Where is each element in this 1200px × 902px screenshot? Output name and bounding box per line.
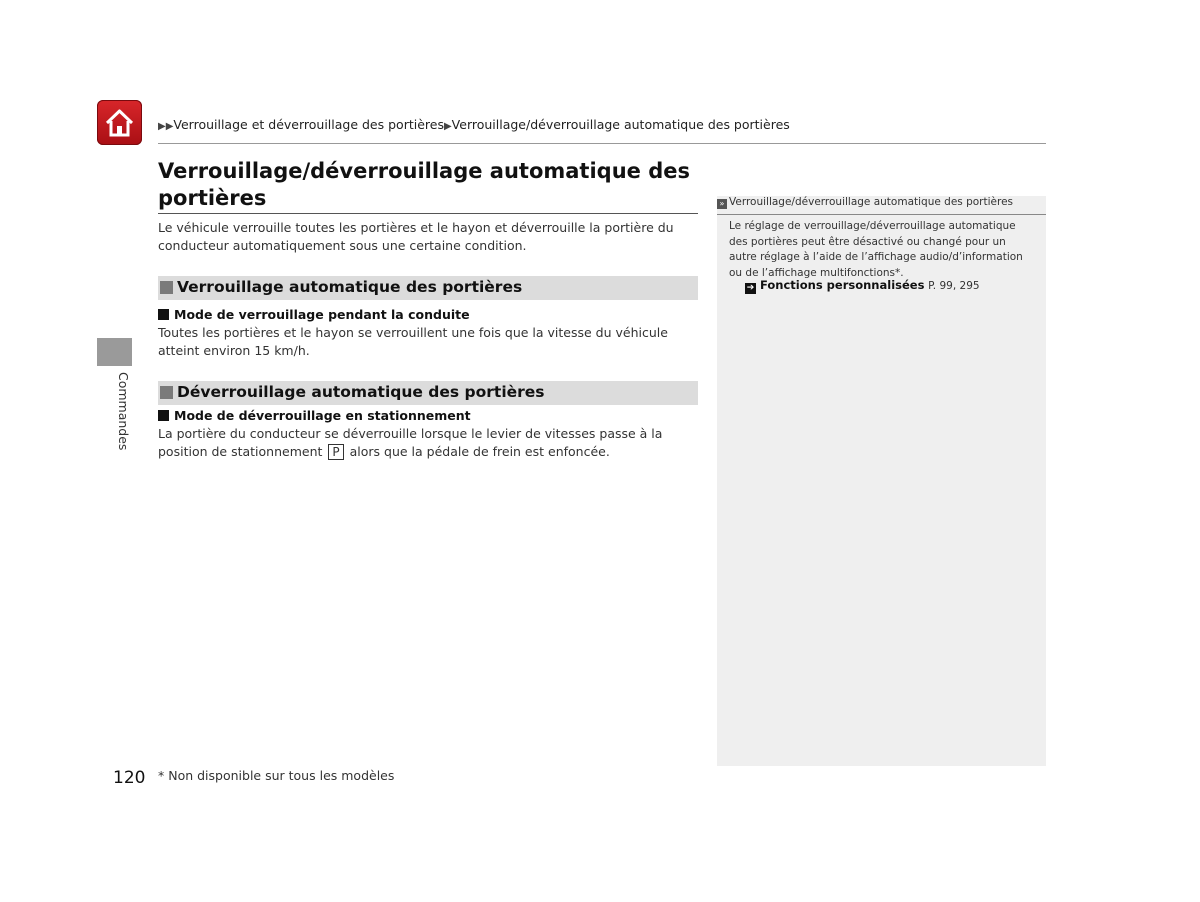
square-bullet-icon: [158, 309, 169, 320]
breadcrumb: [158, 117, 790, 132]
home-icon: [102, 105, 137, 140]
title-divider: [158, 213, 698, 214]
section-square-icon: [160, 386, 173, 399]
chapter-label: Commandes: [116, 372, 131, 451]
sidebar-note: [717, 196, 1046, 766]
section-text-part-2: alors que la pédale de frein est enfoncée.: [349, 444, 610, 459]
sidebar-heading-label: Verrouillage/déverrouillage automatique des portières: [729, 196, 1014, 208]
link-page-ref[interactable]: P. 99: [928, 280, 953, 292]
subheading-label: Mode de verrouillage pendant la conduite: [174, 307, 470, 322]
breadcrumb-arrow-icon: ▶▶: [158, 121, 174, 132]
note-marker-icon: »: [717, 199, 727, 209]
section-text-part-1: La portière du conducteur se déverrouille lorsque le levier de vitesses passe à la position de stationnement: [158, 426, 663, 459]
footnote: * Non disponible sur tous les modèles: [158, 768, 395, 783]
subheading-driving-lock: [158, 307, 470, 322]
home-button[interactable]: [97, 100, 142, 145]
intro-text: Le véhicule verrouille toutes les portières et le hayon et déverrouille la portière du conducteur automatiquement sous une certaine condition.: [158, 220, 674, 253]
section-heading-label: Déverrouillage automatique des portières: [177, 383, 545, 401]
link-arrow-icon: ➔: [746, 283, 755, 293]
section-heading-label: Verrouillage automatique des portières: [177, 278, 523, 296]
sidebar-heading: [717, 196, 1046, 215]
section-heading-auto-lock: [158, 276, 698, 300]
page-number: 120: [113, 768, 146, 788]
section-text-auto-lock: Toutes les portières et le hayon se verrouillent une fois que la vitesse du véhicule atteint environ 15 km/h.: [158, 325, 668, 358]
breadcrumb-item-1[interactable]: Verrouillage et déverrouillage des portières: [173, 117, 444, 132]
section-text-auto-unlock: [158, 425, 698, 461]
link-page-ref[interactable]: 295: [959, 280, 980, 292]
link-label: Fonctions personnalisées: [760, 278, 925, 292]
square-bullet-icon: [158, 410, 169, 421]
subheading-label: Mode de déverrouillage en stationnement: [174, 408, 471, 423]
park-key-icon: P: [328, 444, 343, 460]
breadcrumb-arrow-icon: ▶: [443, 121, 452, 132]
subheading-park-unlock: [158, 408, 471, 423]
chapter-tab[interactable]: [97, 338, 132, 366]
section-square-icon: [160, 281, 173, 294]
sidebar-reference-link[interactable]: ➔ Fonctions personnalisées P. 99, 295: [746, 278, 980, 293]
header-divider: [158, 143, 1046, 144]
section-heading-auto-unlock: [158, 381, 698, 405]
sidebar-body-text: Le réglage de verrouillage/déverrouillage automatique des portières peut être désactivé ou changé pour un autre réglage à l’aide de l’affichage audio/d’information ou de l’affichage multifonctions*.: [729, 220, 1023, 279]
breadcrumb-item-2[interactable]: Verrouillage/déverrouillage automatique des portières: [451, 117, 790, 132]
page-title: Verrouillage/déverrouillage automatique des portières: [158, 159, 690, 210]
